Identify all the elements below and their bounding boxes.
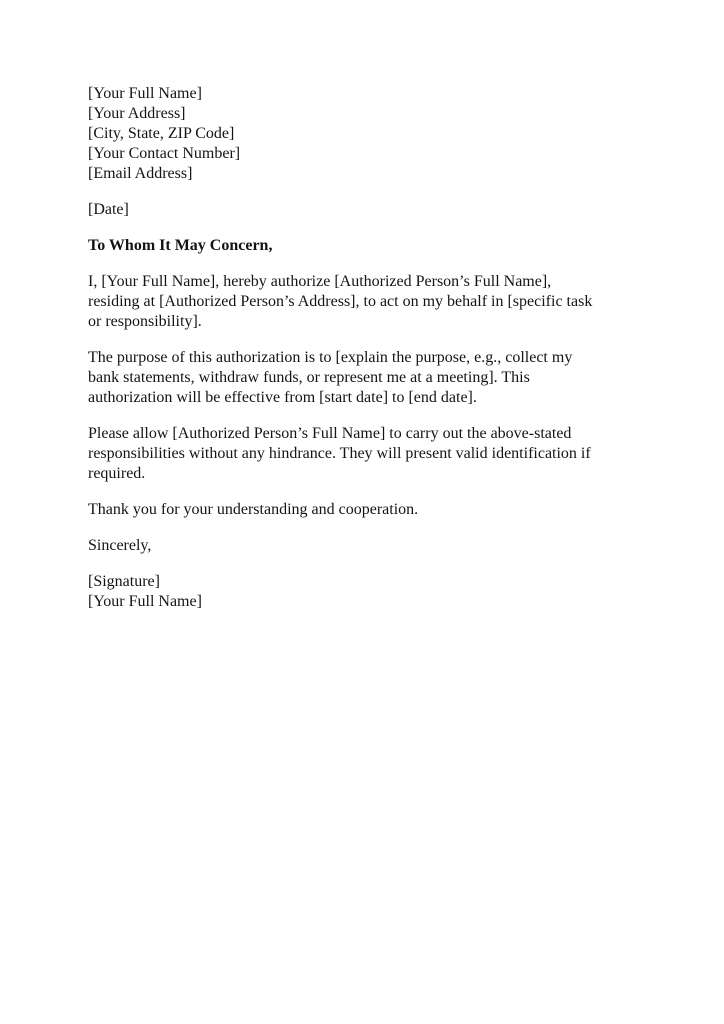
paragraph-authorization-statement: [88, 272, 640, 332]
salutation: To Whom It May Concern,: [88, 237, 273, 254]
authorization-letter: [88, 84, 640, 628]
signature-full-name: [Your Full Name]: [88, 593, 202, 610]
date-line: [Date]: [88, 201, 129, 218]
sender-address: [Your Address]: [88, 105, 186, 122]
sender-email-address: [Email Address]: [88, 165, 193, 182]
signature-placeholder: [Signature]: [88, 573, 160, 590]
paragraph-line: Please allow [Authorized Person’s Full Name] to carry out the above-stated: [88, 425, 572, 442]
paragraph-line: or responsibility].: [88, 313, 202, 330]
closing: Sincerely,: [88, 537, 152, 554]
paragraph-line: The purpose of this authorization is to [explain the purpose, e.g., collect my: [88, 349, 573, 366]
paragraph-line: responsibilities without any hindrance. They will present valid identification if: [88, 445, 591, 462]
paragraph-line: bank statements, withdraw funds, or represent me at a meeting]. This: [88, 369, 530, 386]
sender-city-state-zip: [City, State, ZIP Code]: [88, 125, 235, 142]
paragraph-hindrance-clause: [88, 424, 640, 484]
paragraph-line: required.: [88, 465, 146, 482]
paragraph-line: residing at [Authorized Person’s Address], to act on my behalf in [specific task: [88, 293, 593, 310]
paragraph-thank-you: Thank you for your understanding and cooperation.: [88, 501, 419, 518]
paragraph-line: I, [Your Full Name], hereby authorize [Authorized Person’s Full Name],: [88, 273, 552, 290]
signature-block: [88, 572, 640, 612]
paragraph-line: authorization will be effective from [start date] to [end date].: [88, 389, 477, 406]
sender-full-name: [Your Full Name]: [88, 85, 202, 102]
sender-address-block: [88, 84, 640, 184]
paragraph-purpose-statement: [88, 348, 640, 408]
sender-contact-number: [Your Contact Number]: [88, 145, 241, 162]
